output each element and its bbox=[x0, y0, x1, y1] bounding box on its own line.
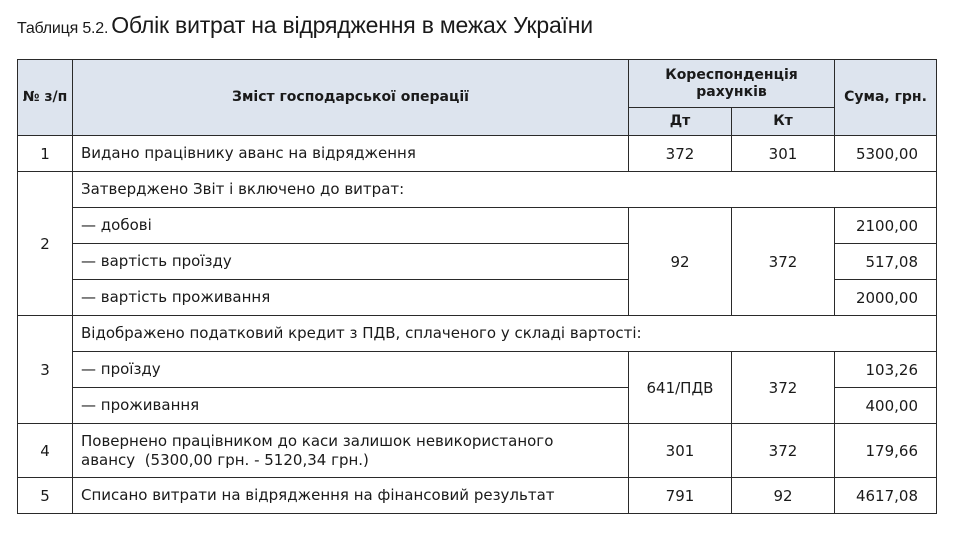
row-debit: 791 bbox=[629, 478, 732, 514]
table-row bbox=[18, 316, 937, 352]
row-debit: 372 bbox=[629, 136, 732, 172]
table-row bbox=[18, 172, 937, 208]
row-num: 4 bbox=[18, 424, 73, 478]
row-sum: 4617,08 bbox=[835, 478, 937, 514]
row-text bbox=[73, 424, 629, 478]
subrow-sum: 103,26 bbox=[835, 352, 937, 388]
row-sum: 5300,00 bbox=[835, 136, 937, 172]
row-credit: 92 bbox=[732, 478, 835, 514]
row-debit: 301 bbox=[629, 424, 732, 478]
row-num: 5 bbox=[18, 478, 73, 514]
subrow-text: — добові bbox=[73, 208, 629, 244]
row-text: Списано витрати на відрядження на фінансовий результат bbox=[73, 478, 629, 514]
subrow-text: — проїзду bbox=[73, 352, 629, 388]
header-content: Зміст господарської операції bbox=[73, 60, 629, 136]
table-number-label: Таблиця 5.2. bbox=[17, 20, 109, 37]
table-subrow bbox=[18, 208, 937, 244]
subrow-sum: 2000,00 bbox=[835, 280, 937, 316]
subrow-text: — вартість проживання bbox=[73, 280, 629, 316]
header-sum: Сума, грн. bbox=[835, 60, 937, 136]
table-subrow bbox=[18, 352, 937, 388]
table-title: Облік витрат на відрядження в межах України bbox=[111, 12, 593, 38]
subrow-sum: 517,08 bbox=[835, 244, 937, 280]
subrow-text: — проживання bbox=[73, 388, 629, 424]
row-num: 2 bbox=[18, 172, 73, 316]
header-row bbox=[18, 60, 937, 108]
row-num: 3 bbox=[18, 316, 73, 424]
header-num: № з/п bbox=[18, 60, 73, 136]
row-text: Відображено податковий кредит з ПДВ, сплаченого у складі вартості: bbox=[73, 316, 937, 352]
row-credit: 372 bbox=[732, 208, 835, 316]
row-text-line: авансу (5300,00 грн. - 5120,34 грн.) bbox=[81, 450, 369, 469]
row-debit: 92 bbox=[629, 208, 732, 316]
expense-table bbox=[17, 59, 937, 514]
row-credit: 372 bbox=[732, 424, 835, 478]
subrow-text: — вартість проїзду bbox=[73, 244, 629, 280]
table-caption bbox=[17, 12, 593, 39]
row-sum: 179,66 bbox=[835, 424, 937, 478]
row-text-line: Повернено працівником до каси залишок невикористаного bbox=[81, 431, 554, 450]
table-row bbox=[18, 478, 937, 514]
row-debit: 641/ПДВ bbox=[629, 352, 732, 424]
row-credit: 301 bbox=[732, 136, 835, 172]
header-correspondence: Кореспонденція рахунків bbox=[629, 60, 835, 108]
table-row bbox=[18, 424, 937, 478]
row-credit: 372 bbox=[732, 352, 835, 424]
subrow-sum: 2100,00 bbox=[835, 208, 937, 244]
subrow-sum: 400,00 bbox=[835, 388, 937, 424]
row-num: 1 bbox=[18, 136, 73, 172]
table-row bbox=[18, 136, 937, 172]
row-text: Затверджено Звіт і включено до витрат: bbox=[73, 172, 937, 208]
row-text: Видано працівнику аванс на відрядження bbox=[73, 136, 629, 172]
header-credit: Кт bbox=[732, 108, 835, 136]
header-debit: Дт bbox=[629, 108, 732, 136]
